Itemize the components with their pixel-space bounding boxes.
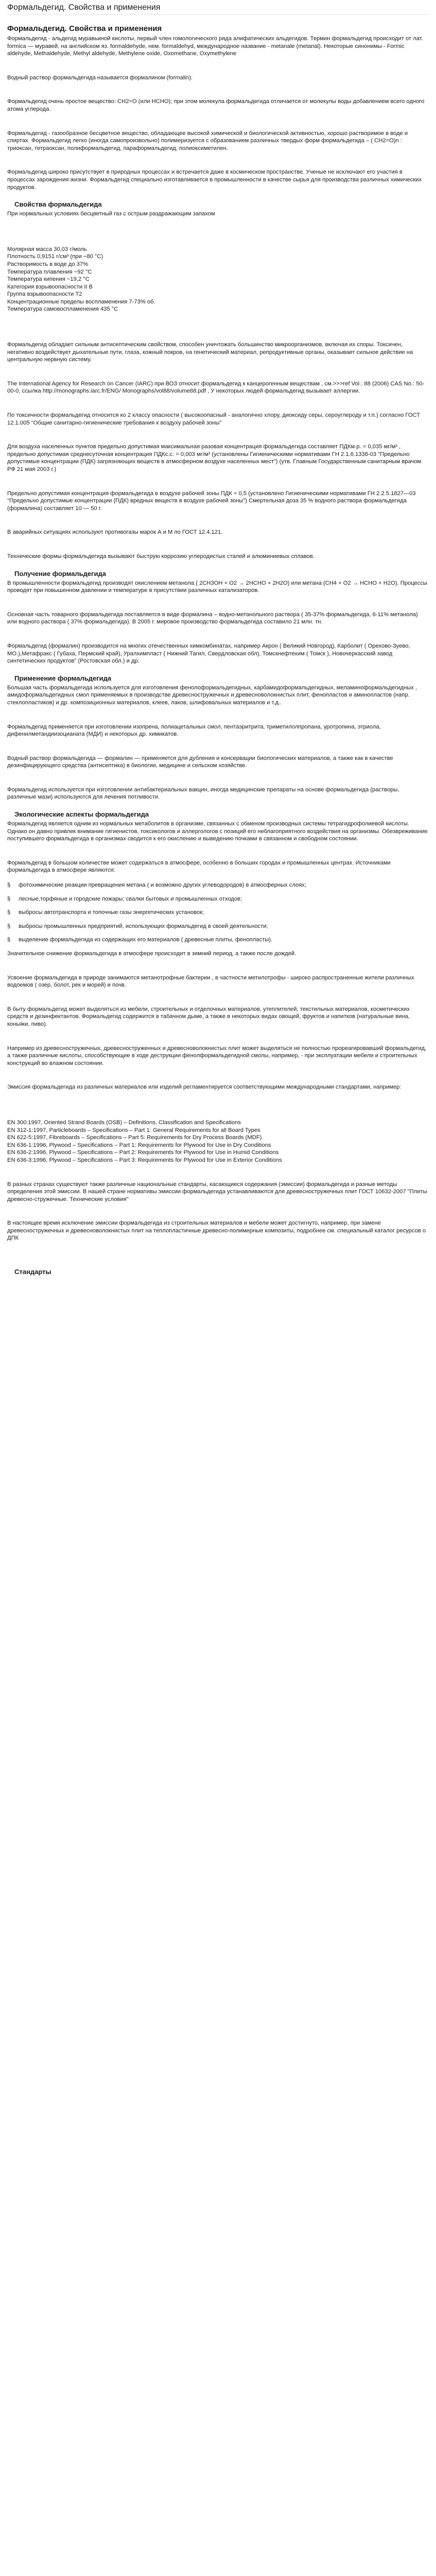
list-item [7,909,429,917]
standard-item: EN 300:1997, Oriented Strand Boards (OSB) – Definitions, Classification and Specifications [7,1119,241,1126]
page-title: Формальдегид. Свойства и применения [7,3,429,15]
application-paragraph: Водный раствор формальдегида — формалин — применяется для дубления и консервации биологических материалов, а также как в качестве дезинфицирующего средства (антисептика) в биологии, медицине и сельском хозяйстве. [7,755,393,769]
standard-item: EN 636-2:1996, Plywood – Specifications – Part 2: Requirements for Plywood for Use in Humid Conditions [7,1149,279,1156]
production-paragraph: В промышленности формальдегид производят окислением метанола ( 2CH3OH + O2 → 2HCHO + 2H2O) или метана (CH4 + O2 → HCHO + H2O). Процессы проводят при повышенном давлении и температуре в присутствии различных катализаторов. [7,580,427,594]
bullet-marker: § [7,923,11,929]
ecology-paragraph: В настоящее время исключение эмиссии формальдегида из строительных материалов и мебели может достигнуто, например, при замене древесностружечных и древесноволокнистых плит на теплопластичные древесно-полимерные композиты, подробнее см. специальный каталог ресурсов о ДПК [7,1220,426,1242]
intro-paragraph: Водный раствор формальдегида называется формалином (formalin). [7,74,193,81]
document-page [0,0,436,1276]
bullet-text: фотохимические реакции превращения метана ( и возможно других углеводородов) в атмосферных слоях; [19,882,306,889]
intro-paragraph: Формальдегид широко присутствует в природных процессах и встречается даже в космическом пространстве. Ученые не исключают его участия в процессах зарождения жизни. Формальдегид специально изготавливается в промышленности в качестве сырья для производства различных химических продуктов. [7,169,422,191]
property-item: Группа взрывоопасности Т2 [7,291,82,298]
ecology-paragraph: Например из древесностружечных, древесноструженных и древесноволокнистых плит может выделяться не полностью прореагировавший формальдегид, а также различные кислоты, способствующие в ходе деструкции фенолформальдегидной смолы, например, - при эксплуатации мебели и строительных конструкций во влажном состоянии. [7,1045,427,1066]
properties-paragraph: Предельно допустимая концентрация формальдегида в воздухе рабочей зоны ПДК = 0,5 (установлено Гигиеническими нормативами ГН 2.2.5.1827—03 "Предельно допустимые концентрации (ПДК) вредных веществ в воздухе рабочей зоны") Смертельная доза 35 % водного раствора формальдегида (формалина) составляет 10 — 50 г. [7,490,416,512]
ecology-paragraph: В быту формальдегид может выделяться из мебели, строительных и отделочных материалов, утеплителей, текстильных материалов, косметических средств и дезинфектантов. Формальдегид содержится в табачном дыме, а также в некоторых видах овощей, фруктов и напитков (натуральные вина, коньяки, пиво). [7,1006,410,1027]
property-item: Концентрационные пределы воспламенения 7-73% об. [7,298,155,305]
application-paragraph: Большая часть формальдегида используется для изготовления фенолоформальдегидных, карбамидоформальдегидных, меламиноформальдегидных , амидоформальдегидных смол применяемых в производстве древесностружечных и древесноволокнистых плит, фенопластов и аминопластов (напр. стеклопластиков) и др. композиционных материалов, клеев, лаков, шлифовальных материалов и т.д.. [7,684,417,706]
properties-paragraph: The International Agency for Research on Cancer (IARC) при ВОЗ относит формальдегид к канцерогенным веществам , см.>>>ref Vol.: 88 (2006) CAS No.: 50-00-0, ссылка http://monographs.iarc.fr/ENG/ Monographs/vol88/volume88.pdf , У некоторых людей формальдегид вызывает аллергии. [7,380,425,395]
ecology-paragraph: Эмиссия формальдегида из различных материалов или изделий регламентируется соответствующими международными стандартами, например: [7,1084,402,1091]
bullet-text: выбросы автотранспорта и топочные газы энергетических установок; [19,909,204,916]
bullet-marker: § [7,895,11,902]
property-item: Молярная масса 30,03 г/моль [7,246,87,252]
bullet-text: выбросы промышленных предприятий, использующих формальдегид в своей деятельности; [19,923,268,929]
production-paragraph: Основная часть товарного формальдегида поставляется в виде формалина – водно-метанольного раствора ( 35-37% формальдегида, 6-11% метанола) или водного раствора ( 37% формальдегида). В 2005 г. мировое производство формальдегида составило 21 млн. тн. [7,611,418,625]
intro-paragraph: Формальдегид очень простое вещество: CH2=O (или HCHO); при этом молекула формальдегида отличается от молекулы воды добавлением всего одного атома углерода. [7,98,425,112]
bullet-marker: § [7,882,11,889]
properties-paragraph: В аварийных ситуациях используют противогазы марок А и М по ГОСТ 12.4.121. [7,529,223,536]
section-title-properties: Свойства формальдегида [14,200,102,209]
ecology-paragraph: Значительное снижение формальдегида в атмосфере происходит в зимний период, а также после дождей. [7,951,297,957]
section-title-application: Применение формальдегида [14,674,112,682]
application-paragraph: Формальдегид применяется при изготовлении изопрена, полиацетальных смол, пентаэритрита, триметилолпропана, уротропина, этриола, дифенилметандиизоцианата (МДИ) и некоторых др. химикатов. [7,723,381,738]
list-item [7,936,429,944]
standard-item: EN 312-1:1997, Particleboards – Specifications – Part 1: General Requirements for all Board Types [7,1127,260,1133]
list-item [7,895,429,903]
ecology-paragraph: Формальдегид является одним из нормальных метаболитов в организме, связанных с обменом производных системы тетрагидрофолиевой кислоты. Однако он давно привлек внимание гигиенистов, токсикологов и аллергологов с позиций его неблагоприятного воздействия на организмы. Обезвреживание поступившего формальдегида в организмах сводится к его окислению и выведению почками в связанном и свободном состоянии. [7,821,428,842]
ecology-paragraph: В разных странах существуют также различные национальные стандарты, касающиеся содержания (эмиссии) формальдегида и разные методы определения этой эмиссии. В нашей стране нормативы эмиссии формальдегида устанавливаются для древесностружечных плит ГОСТ 10632-2007 "Плиты древесно-стружечные. Технические условия" [7,1181,427,1202]
property-item: Температура плавления −92 °C [7,268,92,275]
application-paragraph: Формальдегид используется при изготовлении антибактериальных вакцин, иногда медицинские препараты на основе формальдегида (растворы, различные мази) используются для лечения потливости. [7,786,399,801]
bullet-text: лесные,торфяные и городские пожары; свалки бытовых и промышленных отходов; [19,895,242,902]
properties-paragraph: По токсичности формальдегид относится ко 2 классу опасности ( высокоопасный - аналогично хлору, диоксиду серы, сероуглероду и т.п.) согласно ГОСТ 12.1.005 "Общие санитарно-гигиенические требования к воздуху рабочей зоны" [7,412,421,426]
property-item: Температура кипения −19,2 °C [7,276,90,283]
bullet-text: выделение формальдегида из содержащих его материалов ( древесные плиты, фенопласты). [19,937,273,943]
intro-paragraph: Формальдегид - газообразное бесцветное вещество, обладающее высокой химической и биологической активностью, хорошо растворимое в воде и спиртах. Формальдегид легко (иногда самопроизвольно) полимеризуется с образованием различных твердых форм формальдегида – ( CH2=O)n : триоксан, тетраоксан, полиформальдегид, параформальдегид, полиоксиметилен. [7,130,408,151]
property-item: Плотность 0,9151 г/см³ (при −80 °C) [7,253,103,260]
section-title-ecology: Экологические аспекты формальдегида [14,810,149,819]
property-item: Температура самовоспламенения 435 °C [7,306,118,313]
section-title-production: Получение формальдегида [14,569,106,578]
bullet-marker: § [7,937,11,943]
standard-item: EN 636-1:1996, Plywood – Specifications – Part 1: Requirements for Plywood for Use in Dry Conditions [7,1142,271,1148]
properties-paragraph: Формальдегид обладает сильным антисептическим свойством, способен уничтожать большинство микроорганизмов, включая их споры. Токсичен, негативно воздействует дыхательные пути, глаза, кожный покров, на генетический материал, репродуктивные органы, оказывает сильное действие на центральную нервную систему. [7,342,413,363]
production-paragraph: Формальдегид (формалин) производится на многих отечественных химкомбинатах, например Акрон ( Великий Новгород), Карболит ( Орехово-Зуево, МО.),Метафракс ( Губаха, Пермский край), Уралхимпласт ( Нижний Тагил, Свердловская обл), Томскнефтехим ( Томск ), Новочеркасский завод синтетических продуктов" (Ростовская обл.) и др. [7,642,410,665]
standard-item: EN 622-5:1997, Fibreboards – Specifications – Part 5: Requirements for Dry Process Boards (MDF) [7,1134,262,1141]
document-heading: Формальдегид. Свойства и применения [7,24,162,33]
properties-paragraph: Технические формы формальдегида вызывают быструю коррозию углеродистых сталей и алюминиевых сплавов. [7,553,315,560]
ecology-paragraph: Формальдегид в большом количестве может содержаться в атмосфере, особенно в больших городах и промышленных центрах. Источниками формальдегида в атмосфере являются: [7,859,391,874]
bullet-marker: § [7,909,11,916]
properties-list [7,246,429,313]
property-item: Категория взрывоопасности II В [7,283,93,290]
standards-list [7,1119,429,1164]
standard-item: EN 636-3:1996, Plywood – Specifications – Part 3: Requirements for Plywood for Use in Exterior Conditions [7,1157,282,1163]
section-title-standards: Стандарты [14,1268,51,1276]
list-item [7,923,429,930]
intro-paragraph: Формальдегид - альдегид муравьиной кислоты, первый член гомологического ряда алифатических альдегидов. Термин формальдегид происходит от лат. formica — муравей, на английском яз. formaldehyde, нем. formaldehyd, международное название - metanale (metanal). Некоторые синонимы - Formic aldehyde, Methaldehyde, Methyl aldehyde, Methylene oxide, Oxomethane, Oxymethylene [7,36,423,57]
properties-paragraph: Для воздуха населенных пунктов предельно допустимая максимальная разовая концентрация формальдегида составляет ПДКм.р. = 0,035 мг/м³ , предельно допустимая среднесуточная концентрация ПДКс.с. = 0,003 мг/м³ (установлены Гигиеническими нормативами ГН 2.1.6.1338-03 "Предельно допустимые концентрации (ПДК) загрязняющих веществ в атмосферном воздухе населенных мест") (утв. Главным Государственным санитарным врачом РФ 21 мая 2003 г.) [7,444,422,472]
properties-intro: При нормальных условиях бесцветный газ с острым раздражающим запахом [7,211,215,217]
list-item [7,882,429,889]
property-item: Растворимость в воде до 37% [7,261,89,267]
ecology-paragraph: Усвоение формальдегида в природе занимаются метанотрофные бактерии , в частности метилотрофы - широко распространенные жители различных водоемов ( озер, болот, рек и морей) и почв. [7,974,414,989]
